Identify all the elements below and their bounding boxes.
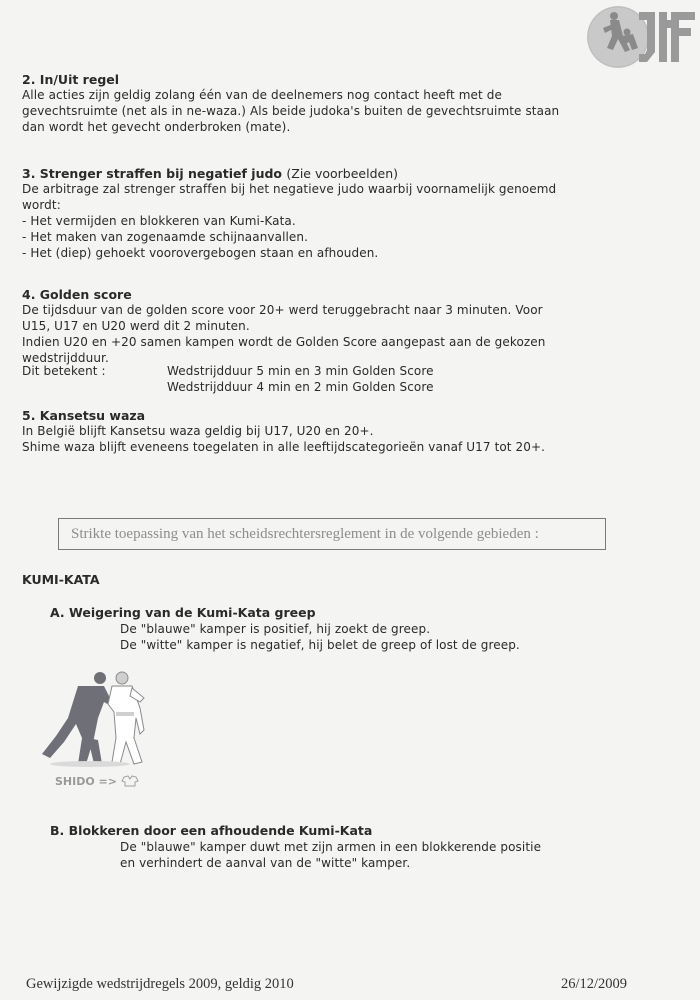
section-5-text: In België blijft Kansetsu waza geldig bij U17, U20 en 20+. Shime waza blijft eveneens toegelaten in alle leeftijdscategorieën vanaf U17 tot 20+.: [22, 424, 546, 454]
federation-logo: [583, 6, 695, 68]
kumi-kata-item-b-text: De "blauwe" kamper duwt met zijn armen in een blokkerende positie en verhindert de aanval van de "witte" kamper.: [120, 840, 542, 870]
kumi-kata-heading: KUMI-KATA: [22, 572, 100, 587]
section-4-text: De tijdsduur van de golden score voor 20+ werd teruggebracht naar 3 minuten. Voor U15, U17 en U20 werd dit 2 minuten. Indien U20 en +20 samen kampen wordt de Golden Score aangepast aan de gekozen wedstrijdduur.: [22, 303, 546, 365]
footer-left: Gewijzigde wedstrijdregels 2009, geldig 2010: [26, 976, 294, 992]
section-4-meaning-label: Dit betekent :: [22, 364, 106, 378]
kumi-kata-item-a-text: De "blauwe" kamper is positief, hij zoekt de greep. De "witte" kamper is negatief, hij belet de greep of lost de greep.: [120, 622, 520, 652]
judogi-icon: [121, 775, 139, 787]
section-5-title: 5. Kansetsu waza: [22, 408, 146, 423]
section-2-text: Alle acties zijn geldig zolang één van de deelnemers nog contact heeft met de gevechtsruimte (net als in ne-waza.) Als beide judoka's buiten de gevechtsruimte staan dan wordt het gevecht onderbroken (mate).: [22, 88, 560, 134]
footer-date: 26/12/2009: [561, 976, 628, 992]
section-3-text: De arbitrage zal strenger straffen bij het negatieve judo waarbij voornamelijk genoemd wordt: - Het vermijden en blokkeren van Kumi-Kata. - Het maken van zogenaamde schijnaanvallen. - Het (diep) gehoekt voorovergebogen staan en afhouden.: [22, 182, 557, 260]
shido-caption: SHIDO =>: [55, 775, 139, 788]
section-2-title: 2. In/Uit regel: [22, 72, 120, 87]
kumi-kata-item-b-title: B. Blokkeren door een afhoudende Kumi-Kata: [50, 823, 373, 838]
section-3-title: 3. Strenger straffen bij negatief judo (Zie voorbeelden): [22, 166, 398, 181]
section-4-title: 4. Golden score: [22, 287, 132, 302]
kumi-kata-item-a-title: A. Weigering van de Kumi-Kata greep: [50, 605, 316, 620]
judo-players-illustration: [28, 668, 173, 768]
section-3-note: (Zie voorbeelden): [286, 166, 398, 181]
section-4-meaning-lines: Wedstrijdduur 5 min en 3 min Golden Score Wedstrijdduur 4 min en 2 min Golden Score: [167, 364, 434, 394]
boxed-note: Strikte toepassing van het scheidsrechtersreglement in de volgende gebieden :: [58, 518, 606, 550]
